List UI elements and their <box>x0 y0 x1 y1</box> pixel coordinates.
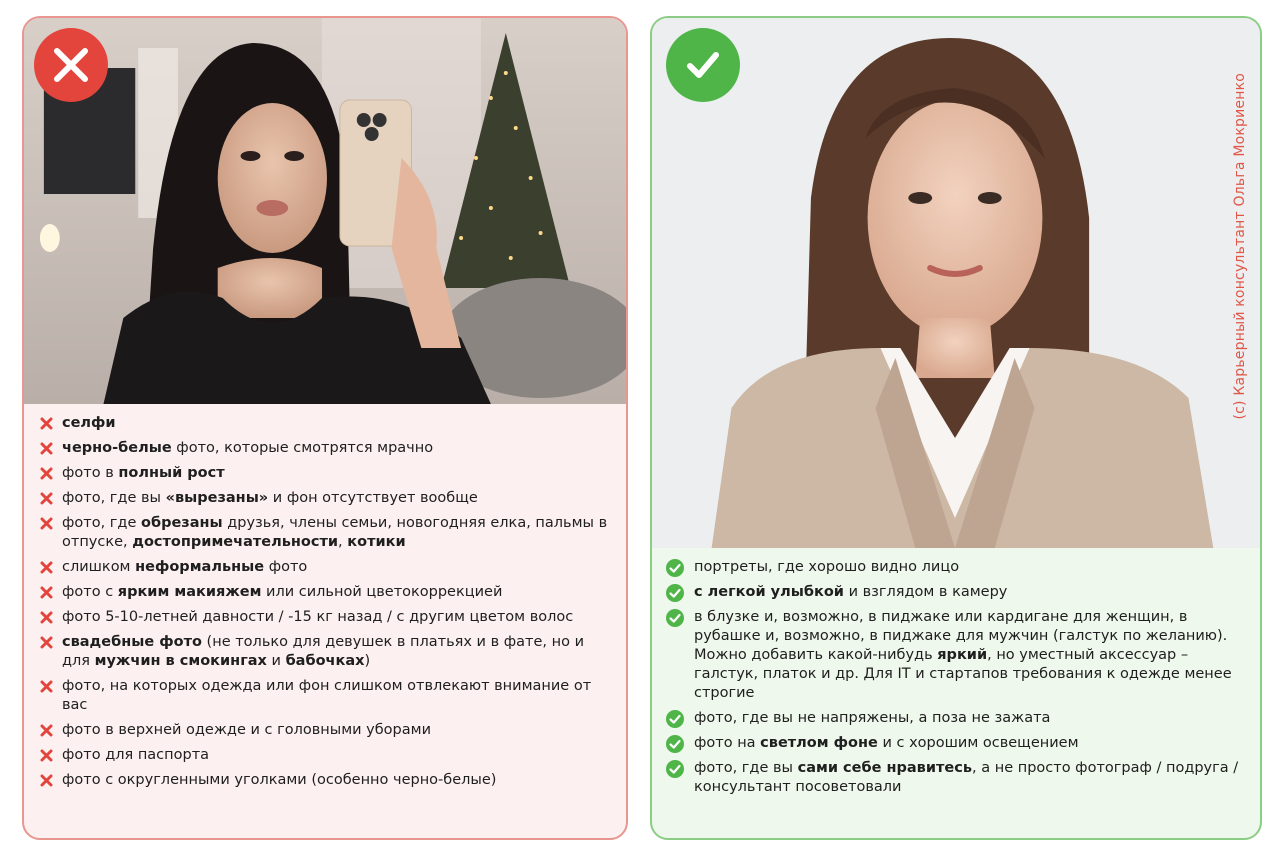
good-item-text <box>694 734 1246 753</box>
emphasis-text: обрезаны <box>140 515 223 531</box>
emphasis-text: неформальные <box>135 559 265 575</box>
text-segment: фото в <box>62 465 119 481</box>
emphasis-text: черно-белые <box>62 440 172 456</box>
bad-marker <box>40 464 62 483</box>
bad-item-text <box>62 464 610 483</box>
good-list-item <box>666 709 1246 728</box>
bad-list-item <box>40 514 610 552</box>
bad-list-item <box>40 608 610 627</box>
bad-list-item <box>40 558 610 577</box>
cross-icon <box>40 680 53 693</box>
good-marker <box>666 608 694 627</box>
text-segment: друзья, члены семьи, новогодняя елка, пальмы в отпуске, <box>62 515 608 550</box>
bad-marker <box>40 414 62 433</box>
emphasis-text: яркий <box>937 647 988 663</box>
text-segment: фото, на которых одежда или фон слишком отвлекают внимание от вас <box>62 678 592 713</box>
cross-icon <box>40 517 53 530</box>
cross-icon <box>40 417 53 430</box>
check-circle-icon <box>666 760 684 778</box>
bad-list-item <box>40 414 610 433</box>
bad-item-text <box>62 558 610 577</box>
emphasis-text: ярким макияжем <box>117 584 262 600</box>
emphasis-text: полный рост <box>118 465 225 481</box>
bad-example-selfie-photo <box>24 18 626 404</box>
good-item-text <box>694 558 1246 577</box>
cross-icon <box>51 45 91 85</box>
cross-icon <box>40 561 53 574</box>
good-marker <box>666 583 694 602</box>
text-segment: фото с <box>62 584 118 600</box>
text-segment: фото, где вы <box>62 490 166 506</box>
text-segment: фото 5-10-летней давности / -15 кг назад / с другим цветом волос <box>62 609 574 625</box>
bad-item-text <box>62 489 610 508</box>
bad-examples-panel <box>22 16 628 840</box>
bad-list-item <box>40 489 610 508</box>
good-item-text <box>694 583 1246 602</box>
cross-icon <box>40 611 53 624</box>
good-list-item <box>666 759 1246 797</box>
good-examples-panel <box>650 16 1262 840</box>
bad-item-text <box>62 583 610 602</box>
text-segment: и <box>266 653 286 669</box>
cross-icon <box>40 636 53 649</box>
bad-marker <box>40 677 62 696</box>
emphasis-text: сами себе нравитесь <box>797 760 972 776</box>
check-circle-icon <box>666 609 684 627</box>
text-segment: , но уместный аксессуар – галстук, платок и др. Для IT и стартапов требования к одежде менее строгие <box>694 647 1232 701</box>
emphasis-text: «вырезаны» <box>165 490 269 506</box>
bad-marker <box>40 489 62 508</box>
emphasis-text: достопримечательности <box>132 534 339 550</box>
bad-marker <box>40 439 62 458</box>
emphasis-text: мужчин в смокингах <box>94 653 267 669</box>
bad-list-item <box>40 746 610 765</box>
check-badge <box>666 28 740 102</box>
bad-list-item <box>40 464 610 483</box>
good-example-portrait-photo <box>652 18 1260 548</box>
bad-item-text <box>62 633 610 671</box>
good-list-item <box>666 558 1246 577</box>
text-segment: слишком <box>62 559 136 575</box>
check-circle-icon <box>666 584 684 602</box>
text-segment: ) <box>364 653 371 669</box>
bad-item-text <box>62 608 610 627</box>
good-marker <box>666 709 694 728</box>
check-circle-icon <box>666 735 684 753</box>
good-item-text <box>694 709 1246 728</box>
bad-marker <box>40 608 62 627</box>
cross-icon <box>40 442 53 455</box>
bad-list-item <box>40 677 610 715</box>
bad-item-text <box>62 514 610 552</box>
good-item-text <box>694 759 1246 797</box>
bad-marker <box>40 721 62 740</box>
bad-list-item <box>40 583 610 602</box>
bad-marker <box>40 771 62 790</box>
cross-icon <box>40 492 53 505</box>
emphasis-text: свадебные фото <box>62 634 202 650</box>
cross-icon <box>40 467 53 480</box>
text-segment: фото <box>264 559 308 575</box>
cross-icon <box>40 586 53 599</box>
bad-item-text <box>62 746 610 765</box>
bad-list-item <box>40 633 610 671</box>
bad-marker <box>40 583 62 602</box>
bad-item-text <box>62 721 610 740</box>
bad-list-item <box>40 771 610 790</box>
good-examples-list <box>666 558 1246 803</box>
good-list-item <box>666 608 1246 703</box>
text-segment: и фон отсутствует вообще <box>268 490 478 506</box>
text-segment: портреты, где хорошо видно лицо <box>694 559 960 575</box>
text-segment: фото для паспорта <box>62 747 210 763</box>
good-marker <box>666 759 694 778</box>
good-list-item <box>666 583 1246 602</box>
check-circle-icon <box>666 710 684 728</box>
text-segment: фото, которые смотрятся мрачно <box>171 440 434 456</box>
text-segment: и взглядом в камеру <box>843 584 1008 600</box>
bad-item-text <box>62 677 610 715</box>
text-segment: в блузке и, возможно, в пиджаке или кардигане для женщин, в рубашке и, возможно, в пиджаке для мужчин (галстук по желанию). Можно добавить какой-нибудь <box>694 609 1228 663</box>
cross-badge <box>34 28 108 102</box>
emphasis-text: с легкой улыбкой <box>694 584 844 600</box>
text-segment: или сильной цветокоррекцией <box>261 584 503 600</box>
bad-examples-list <box>40 414 610 796</box>
text-segment: фото на <box>694 735 761 751</box>
bad-item-text <box>62 439 610 458</box>
emphasis-text: светлом фоне <box>760 735 878 751</box>
emphasis-text: бабочках <box>285 653 365 669</box>
cross-icon <box>40 724 53 737</box>
text-segment: и с хорошим освещением <box>877 735 1079 751</box>
bad-item-text <box>62 414 610 433</box>
bad-list-item <box>40 439 610 458</box>
text-segment: фото с округленными уголками (особенно черно-белые) <box>62 772 497 788</box>
text-segment: , <box>338 534 348 550</box>
good-item-text <box>694 608 1246 703</box>
bad-marker <box>40 633 62 652</box>
bad-item-text <box>62 771 610 790</box>
text-segment: (не только для девушек в платьях и в фате, но и для <box>62 634 584 669</box>
text-segment: фото, где <box>62 515 141 531</box>
check-icon <box>682 44 724 86</box>
text-segment: фото, где вы не напряжены, а поза не зажата <box>694 710 1051 726</box>
check-circle-icon <box>666 559 684 577</box>
text-segment: фото, где вы <box>694 760 798 776</box>
good-marker <box>666 558 694 577</box>
bad-marker <box>40 514 62 533</box>
cross-icon <box>40 749 53 762</box>
bad-marker <box>40 558 62 577</box>
good-list-item <box>666 734 1246 753</box>
emphasis-text: селфи <box>62 415 116 431</box>
bad-list-item <box>40 721 610 740</box>
bad-marker <box>40 746 62 765</box>
author-credit: (с) Карьерный консультант Ольга Мокриенко <box>1232 73 1248 420</box>
text-segment: фото в верхней одежде и с головными уборами <box>62 722 432 738</box>
cross-icon <box>40 774 53 787</box>
good-marker <box>666 734 694 753</box>
text-segment: , а не просто фотограф / подруга / консультант посоветовали <box>694 760 1239 795</box>
emphasis-text: котики <box>347 534 406 550</box>
